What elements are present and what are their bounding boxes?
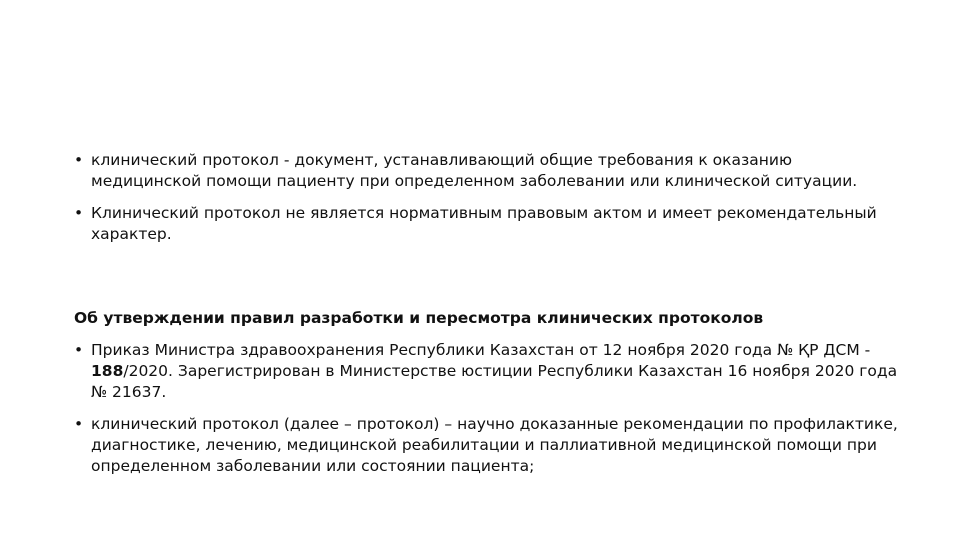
bullet-item xyxy=(74,150,904,192)
bullet-dot: • xyxy=(74,341,84,359)
definition-text: клинический протокол (далее – протокол) – научно доказанные рекомендации по профилактике, диагностике, лечению, медицинской реабилитации и паллиативной медицинской помощи при определенном заболевании или состоянии пациента; xyxy=(91,415,898,475)
bullet-text: Клинический протокол не является нормативным правовым актом и имеет рекомендательный характер. xyxy=(91,204,877,243)
bullet-item-order xyxy=(74,340,904,403)
bullet-dot: • xyxy=(74,151,84,169)
bullet-item xyxy=(74,203,904,245)
bullet-list-bottom xyxy=(74,340,904,488)
section-heading: Об утверждении правил разработки и пересмотра клинических протоколов xyxy=(74,309,764,327)
bullet-dot: • xyxy=(74,204,84,222)
bullet-list-top xyxy=(74,150,904,256)
order-number-bold: 188 xyxy=(91,362,124,380)
bullet-text: клинический протокол - документ, устанавливающий общие требования к оказанию медицинской помощи пациенту при определенном заболевании или клинической ситуации. xyxy=(91,151,858,190)
order-text-after: /2020. Зарегистрирован в Министерстве юстиции Республики Казахстан 16 ноября 2020 года № 21637. xyxy=(91,362,898,401)
bullet-dot: • xyxy=(74,415,84,433)
bullet-item-definition xyxy=(74,414,904,477)
order-text-before: Приказ Министра здравоохранения Республики Казахстан от 12 ноября 2020 года № ҚР ДСМ - xyxy=(91,341,871,359)
